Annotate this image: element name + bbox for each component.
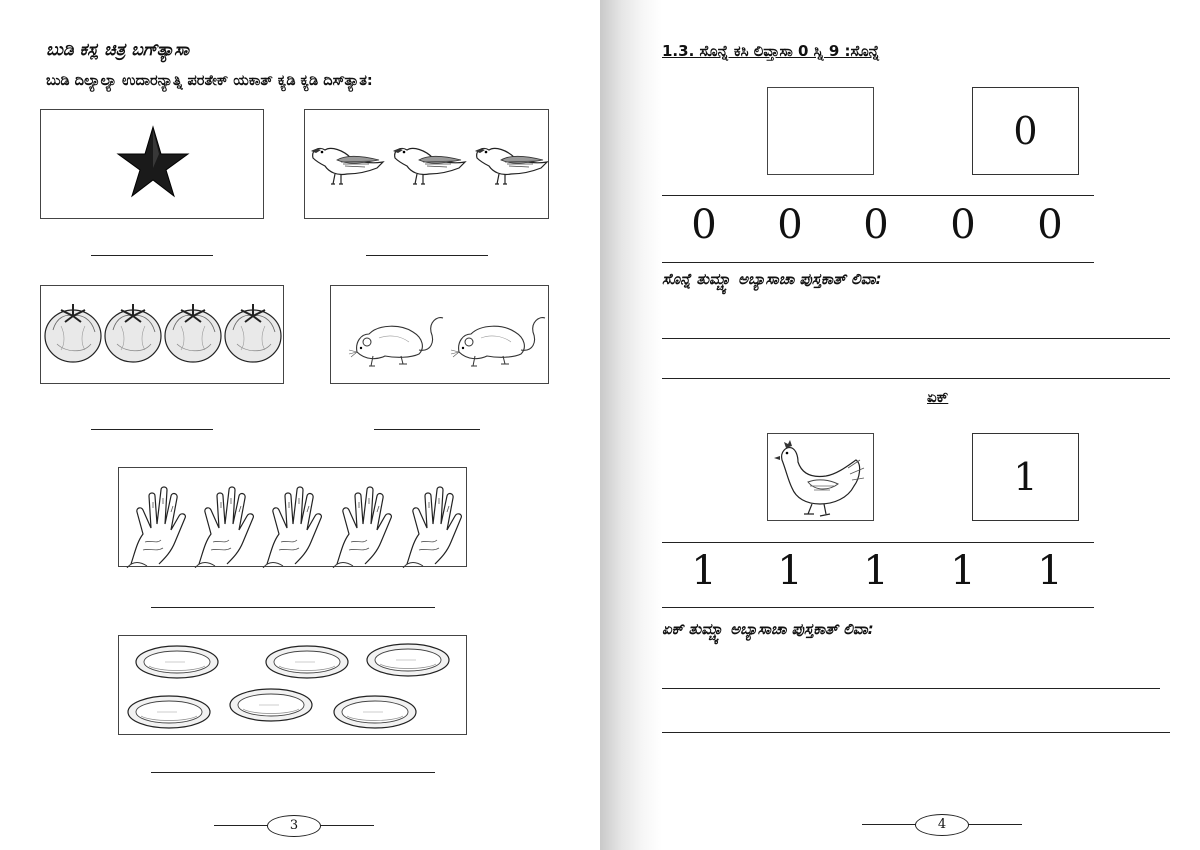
empty-picture-box — [767, 87, 874, 175]
plate-icon — [230, 689, 312, 721]
answer-line[interactable] — [91, 255, 213, 256]
plate-icon — [128, 696, 210, 728]
zero-digit-box: 0 — [972, 87, 1079, 175]
one-digit: 1 — [691, 548, 717, 594]
section-title: 1.3. ಸೊನ್ನೆ ಕಸಿ ಲಿವ್ತಾಸಾ 0 ಸ್ನಿ 9 :ಸೊನ್ನೆ — [662, 42, 880, 60]
hand-icon — [333, 487, 391, 568]
rat-icon — [451, 318, 545, 366]
tomato-icon — [45, 304, 101, 362]
star-picture-box — [40, 109, 264, 219]
tomatoes-group — [41, 286, 285, 385]
page-number: 3 — [214, 814, 374, 838]
answer-line[interactable] — [151, 607, 435, 608]
page-number: 4 — [862, 813, 1022, 837]
bottom-rule — [662, 607, 1094, 608]
writing-line[interactable] — [662, 732, 1170, 733]
bottom-rule — [662, 262, 1094, 263]
hand-icon — [127, 487, 185, 568]
zero-digit: 0 — [863, 202, 889, 248]
zero-instruction: ಸೊನ್ನೆ ತುಮ್ಚ್ಯಾ ಅಬ್ಯಾಸಾಚಾ ಪುಸ್ತಕಾತ್ ಲಿವಾ: — [662, 270, 882, 288]
one-heading: ಏಕ್ — [927, 388, 949, 406]
plate-icon — [136, 646, 218, 678]
top-rule — [662, 195, 1094, 196]
rats-group — [331, 286, 550, 385]
zero-digit: 0 — [950, 202, 976, 248]
plate-icon — [367, 644, 449, 676]
right-page — [600, 0, 1200, 850]
one-digit: 1 — [1037, 548, 1063, 594]
writing-line[interactable] — [662, 378, 1170, 379]
plate-icon — [266, 646, 348, 678]
instruction-text: ಬುಡಿ ದಿಲ್ಯಾಲ್ಯಾ ಉದಾರನ್ಯಾತ್ನಿ ಪರತೇಕ್ ಯಕಾತ್ ಕ್ಯಡಿ ಕ್ಯಡಿ ದಿಸ್‍ತ್ಯಾತ: — [46, 73, 373, 89]
birds-group — [305, 110, 550, 220]
zero-digit: 0 — [691, 202, 717, 248]
plate-icon — [334, 696, 416, 728]
hen-icon — [768, 434, 875, 522]
one-digit-box: 1 — [972, 433, 1079, 521]
bird-icon — [311, 148, 383, 184]
star-icon — [41, 110, 265, 220]
writing-line[interactable] — [662, 688, 1160, 689]
bird-icon — [475, 148, 547, 184]
hands-group — [119, 468, 468, 568]
one-digit: 1 — [863, 548, 889, 594]
one-instruction: ಏಕ್ ತುಮ್ಚ್ಯಾ ಅಬ್ಯಾಸಾಚಾ ಪುಸ್ತಕಾತ್ ಲಿವಾ: — [662, 620, 874, 638]
plates-picture-box — [118, 635, 467, 735]
rats-picture-box — [330, 285, 549, 384]
answer-line[interactable] — [151, 772, 435, 773]
hand-icon — [403, 487, 461, 568]
hands-picture-box — [118, 467, 467, 567]
one-digit: 1 — [777, 548, 803, 594]
tomato-icon — [225, 304, 281, 362]
answer-line[interactable] — [374, 429, 480, 430]
hand-icon — [195, 487, 253, 568]
top-rule — [662, 542, 1094, 543]
tomato-icon — [165, 304, 221, 362]
one-digit: 1 — [950, 548, 976, 594]
zero-digit: 0 — [1037, 202, 1063, 248]
rat-icon — [349, 318, 443, 366]
birds-picture-box — [304, 109, 549, 219]
tomatoes-picture-box — [40, 285, 284, 384]
hand-icon — [263, 487, 321, 568]
writing-line[interactable] — [662, 338, 1170, 339]
tomato-icon — [105, 304, 161, 362]
bird-icon — [393, 148, 465, 184]
plates-group — [119, 636, 468, 736]
page-title: ಬುಡಿ ಕಸ್ಲ ಚಿತ್ರ ಬಗ್‍ತ್ಯಾಸಾ — [46, 40, 190, 60]
answer-line[interactable] — [366, 255, 488, 256]
answer-line[interactable] — [91, 429, 213, 430]
zero-digit: 0 — [777, 202, 803, 248]
hen-picture-box — [767, 433, 874, 521]
